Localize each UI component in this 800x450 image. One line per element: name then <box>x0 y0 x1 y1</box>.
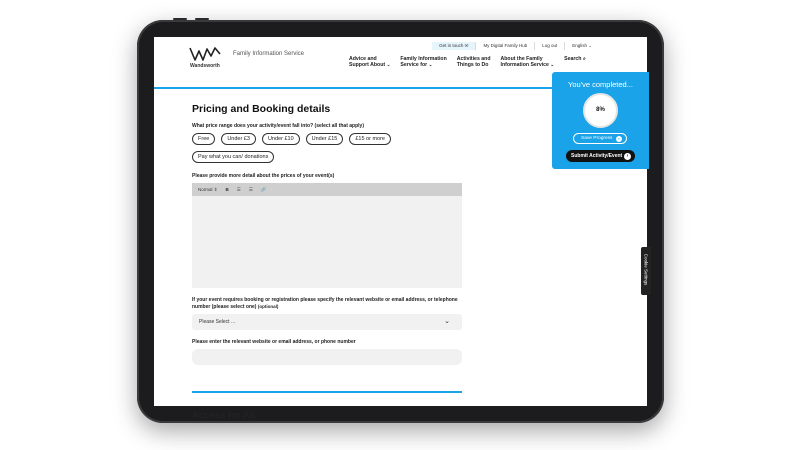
progress-title: You've completed... <box>568 80 633 89</box>
utility-language[interactable]: English ⌄ <box>564 42 599 50</box>
access-section-title: Access for All <box>192 410 256 421</box>
main-nav <box>349 56 586 68</box>
price-options <box>192 133 407 163</box>
price-detail-editor[interactable] <box>192 183 462 288</box>
link-icon[interactable]: 🔗 <box>260 186 267 192</box>
chevron-down-icon: ⌄ <box>444 318 450 325</box>
utility-log-out[interactable]: Log out <box>534 42 564 50</box>
cookie-settings-tab[interactable] <box>641 247 651 295</box>
nav-search[interactable] <box>564 56 586 68</box>
utility-get-in-touch[interactable]: Get in touch ✉ <box>432 42 475 50</box>
optional-tag: (optional) <box>257 303 279 309</box>
contact-label: Please enter the relevant website or email address, or phone number <box>192 339 356 345</box>
nav-label: Advice and <box>349 56 377 62</box>
progress-percent: 8% <box>596 107 605 113</box>
wandsworth-logo <box>189 46 221 64</box>
nav-label: Information Service <box>500 62 549 68</box>
save-icon: ▪ <box>616 136 622 142</box>
logo-text: Wandsworth <box>190 63 220 69</box>
price-question: What price range does your activity/event fall into? (select all that apply) <box>192 123 364 129</box>
nav-label: Family Information <box>400 56 447 62</box>
nav-label: Activities and <box>456 56 491 62</box>
contact-input[interactable] <box>192 349 462 365</box>
submit-label: Submit Activity/Event <box>571 153 623 159</box>
price-option-under-10[interactable]: Under £10 <box>262 133 300 145</box>
bullet-list-icon[interactable]: ☰ <box>248 186 253 192</box>
editor-toolbar <box>192 183 462 196</box>
nav-activities[interactable] <box>457 56 491 68</box>
browser-screen <box>154 37 649 421</box>
nav-advice[interactable] <box>349 56 390 68</box>
save-progress-button[interactable] <box>573 133 627 144</box>
booking-type-select[interactable] <box>192 314 462 330</box>
price-option-15-or-more[interactable]: £15 or more <box>349 133 391 145</box>
tablet-button <box>195 18 209 20</box>
select-value: Please Select ... <box>199 319 236 325</box>
page-title: Pricing and Booking details <box>192 103 331 115</box>
arrow-right-icon: › <box>624 153 631 160</box>
nav-label: Support About <box>349 62 386 68</box>
bold-button[interactable]: B <box>225 187 229 192</box>
section-divider <box>192 391 462 393</box>
nav-label: Things to Do <box>456 62 489 68</box>
form-content <box>192 97 464 421</box>
price-option-under-3[interactable]: Under £3 <box>221 133 256 145</box>
tablet-button <box>173 18 187 20</box>
booking-question <box>192 297 464 310</box>
nav-label: About the Family <box>500 56 543 62</box>
nav-fis-for[interactable] <box>400 56 446 68</box>
cookie-settings-label: Cookie Settings <box>643 253 649 286</box>
nav-label: Search <box>564 56 582 62</box>
progress-ring <box>583 93 618 128</box>
chevron-down-icon: ⌄ <box>386 62 391 67</box>
utility-nav <box>432 42 599 50</box>
progress-panel <box>552 72 649 169</box>
price-detail-label: Please provide more detail about the prices of your event(s) <box>192 173 335 179</box>
chevron-down-icon: ⌄ <box>550 62 555 67</box>
utility-digital-hub[interactable]: My Digital Family Hub <box>475 42 534 50</box>
chevron-down-icon: ⌄ <box>428 62 433 67</box>
submit-event-button[interactable] <box>566 150 635 162</box>
save-progress-label: Save Progress <box>581 136 613 141</box>
search-icon: ⌕ <box>582 56 586 62</box>
price-option-under-15[interactable]: Under £15 <box>306 133 344 145</box>
format-style-select[interactable]: Normal ⇕ <box>198 186 218 192</box>
nav-about[interactable] <box>501 56 555 68</box>
ordered-list-icon[interactable]: ☰ <box>236 186 241 192</box>
price-option-free[interactable]: Free <box>192 133 215 145</box>
booking-question-text: If your event requires booking or registration please specify the relevant website or email address, or telephone number (please select one) <box>192 297 458 310</box>
service-name[interactable]: Family Information Service <box>233 51 305 57</box>
format-style-label: Normal <box>198 186 213 192</box>
tablet-device <box>137 20 664 423</box>
price-option-pay-what-you-can[interactable]: Pay what you can/ donations <box>192 151 274 163</box>
nav-label: Service for <box>400 62 428 68</box>
